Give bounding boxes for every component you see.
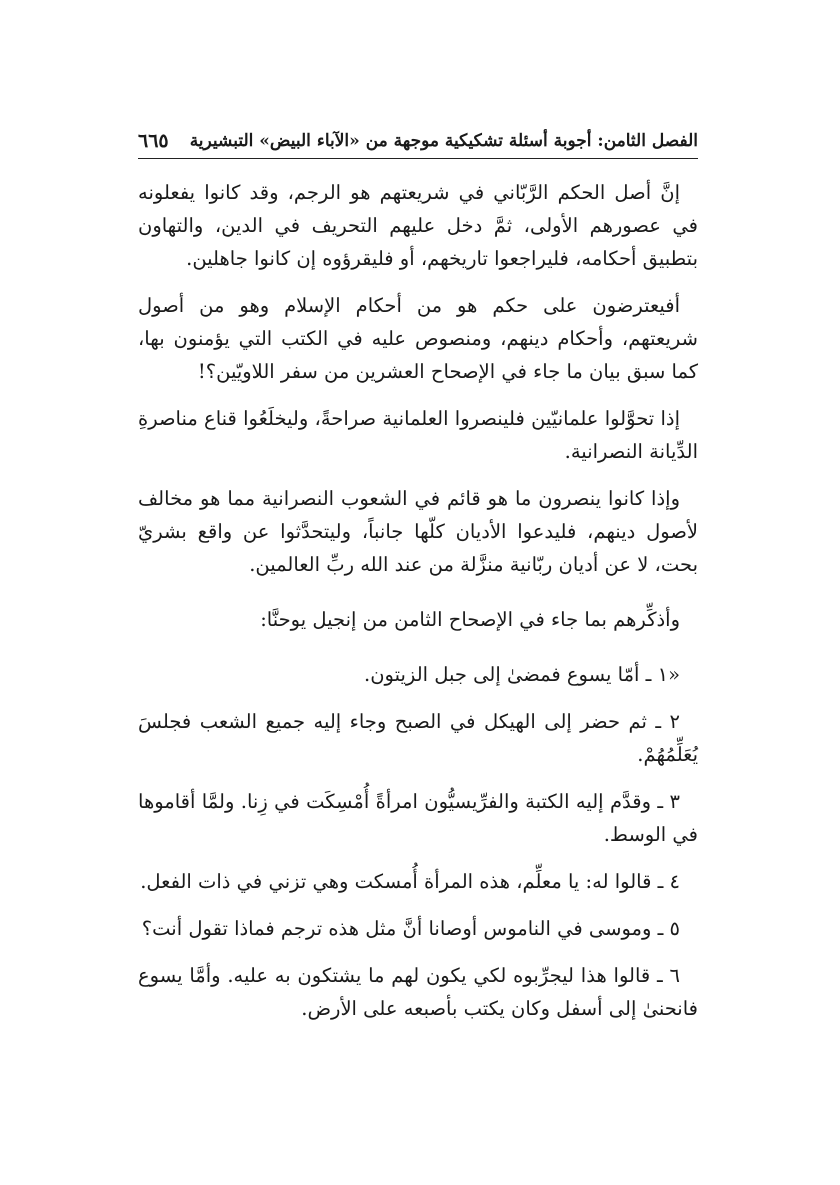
header-rule [138, 158, 698, 159]
chapter-title: الفصل الثامن: أجوبة أسئلة تشكيكية موجهة من «الآباء البيض» التبشيرية [189, 131, 698, 151]
body-text [138, 176, 698, 1039]
paragraph: إنَّ أصل الحكم الرَّبّاني في شريعتهم هو الرجم، وقد كانوا يفعلونه في عصورهم الأولى، ثمَّ دخل عليهم التحريف في الدين، والتهاون بتطبيق أحكامه، فليراجعوا تاريخهم، أو فليقرؤوه إن كانوا جاهلين. [138, 181, 698, 270]
running-header [138, 126, 698, 156]
page-number: ٦٦٥ [138, 130, 169, 152]
paragraph: أفيعترضون على حكم هو من أحكام الإسلام وهو من أصول شريعتهم، وأحكام دينهم، ومنصوص عليه في الكتب التي يؤمنون بها، كما سبق بيان ما جاء في الإصحاح العشرين من سفر اللاويّين؟! [138, 294, 698, 383]
verse-2: ٢ ـ ثم حضر إلى الهيكل في الصبح وجاء إليه جميع الشعب فجلسَ يُعَلِّمُهُمْ. [138, 710, 698, 766]
verse-3: ٣ ـ وقدَّم إليه الكتبة والفرِّيسيُّون امرأةً أُمْسِكَت في زِنا. ولمَّا أقاموها في الوسط. [138, 790, 698, 846]
verse-4: ٤ ـ قالوا له: يا معلِّم، هذه المرأة أُمسكت وهي تزني في ذات الفعل. [140, 870, 680, 893]
verse-1: «١ ـ أمّا يسوع فمضىٰ إلى جبل الزيتون. [364, 663, 680, 686]
paragraph: وإذا كانوا ينصرون ما هو قائم في الشعوب النصرانية مما هو مخالف لأصول دينهم، فليدعوا الأديان كلّها جانباً، وليتحدَّثوا عن واقع بشريّ بحت، لا عن أديان ربّانية منزَّلة من عند الله ربِّ العالمين. [138, 487, 698, 576]
verse-6: ٦ ـ قالوا هذا ليجرِّبوه لكي يكون لهم ما يشتكون به عليه. وأمَّا يسوع فانحنىٰ إلى أسفل وكان يكتب بأصبعه على الأرض. [138, 964, 698, 1020]
paragraph: إذا تحوَّلوا علمانيّين فلينصروا العلمانية صراحةً، وليخلَعُوا قناع مناصرةِ الدِّيانة النصرانية. [138, 407, 698, 463]
verse-5: ٥ ـ وموسى في الناموس أوصانا أنَّ مثل هذه ترجم فماذا تقول أنت؟ [141, 917, 680, 940]
paragraph: وأذكِّرهم بما جاء في الإصحاح الثامن من إنجيل يوحنَّا: [260, 608, 680, 631]
